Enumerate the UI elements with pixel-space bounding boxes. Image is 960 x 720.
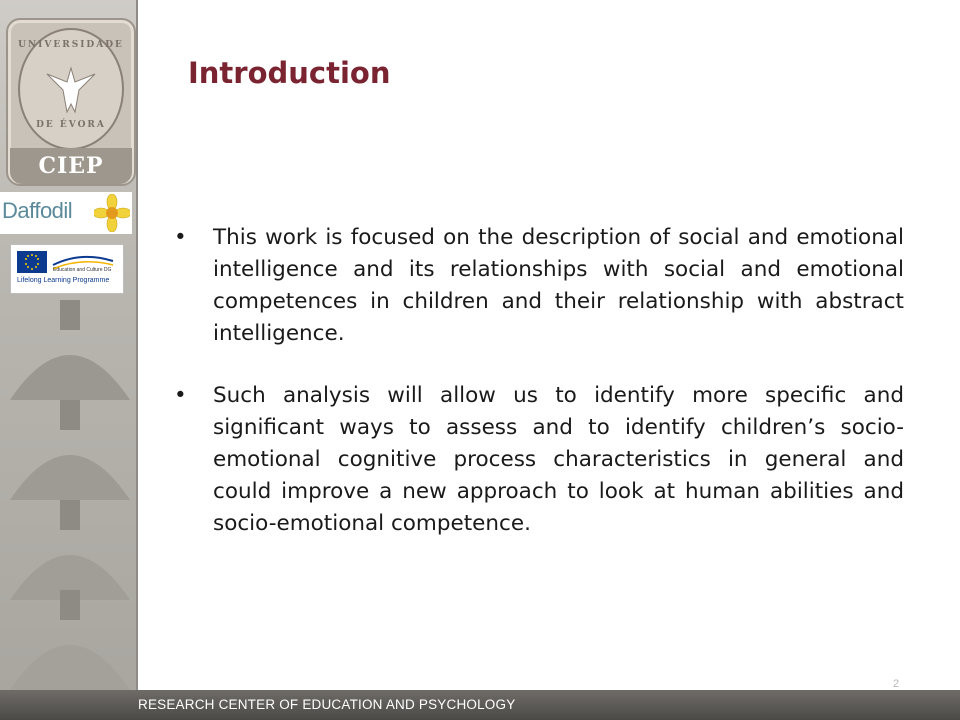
eu-sub-caption: Education and Culture DG <box>53 267 112 273</box>
dome-image <box>0 400 138 510</box>
page-number: 2 <box>893 678 900 690</box>
bullet-icon: • <box>174 383 187 408</box>
daffodil-flower-icon <box>94 194 130 232</box>
dome-image <box>0 300 138 410</box>
daffodil-logo <box>0 192 132 234</box>
bullet-item <box>174 380 904 540</box>
slide-title: Introduction <box>188 56 391 90</box>
university-seal-logo <box>6 18 136 186</box>
bullet-text: This work is focused on the description of social and emotional intelligence and its relationships with social and emotional competences in children and their relationship with abstract intelligence. <box>213 225 904 346</box>
footer-text: RESEARCH CENTER OF EDUCATION AND PSYCHOLOGY <box>138 697 516 712</box>
slide-body <box>174 222 904 570</box>
bullet-text: Such analysis will allow us to identify more specific and significant ways to assess and to identify children’s socio-emotional cognitive process characteristics in general and could improve a new approach to look at human abilities and socio-emotional competence. <box>213 383 904 536</box>
eu-flag-icon <box>17 251 47 273</box>
footer-bar <box>0 690 960 720</box>
bullet-item <box>174 222 904 350</box>
seal-bottom-text: DE ÉVORA <box>36 120 106 130</box>
seal-band-text: CIEP <box>10 148 132 184</box>
bullet-icon: • <box>174 225 187 250</box>
sidebar-divider <box>136 0 138 690</box>
eu-caption: Lifelong Learning Programme <box>17 277 110 284</box>
eu-lifelong-learning-logo <box>10 244 124 294</box>
dome-image <box>0 590 138 690</box>
dove-icon <box>41 60 101 120</box>
daffodil-logo-text: Daffodil <box>2 198 73 223</box>
seal-top-text: UNIVERSIDADE <box>18 40 124 50</box>
